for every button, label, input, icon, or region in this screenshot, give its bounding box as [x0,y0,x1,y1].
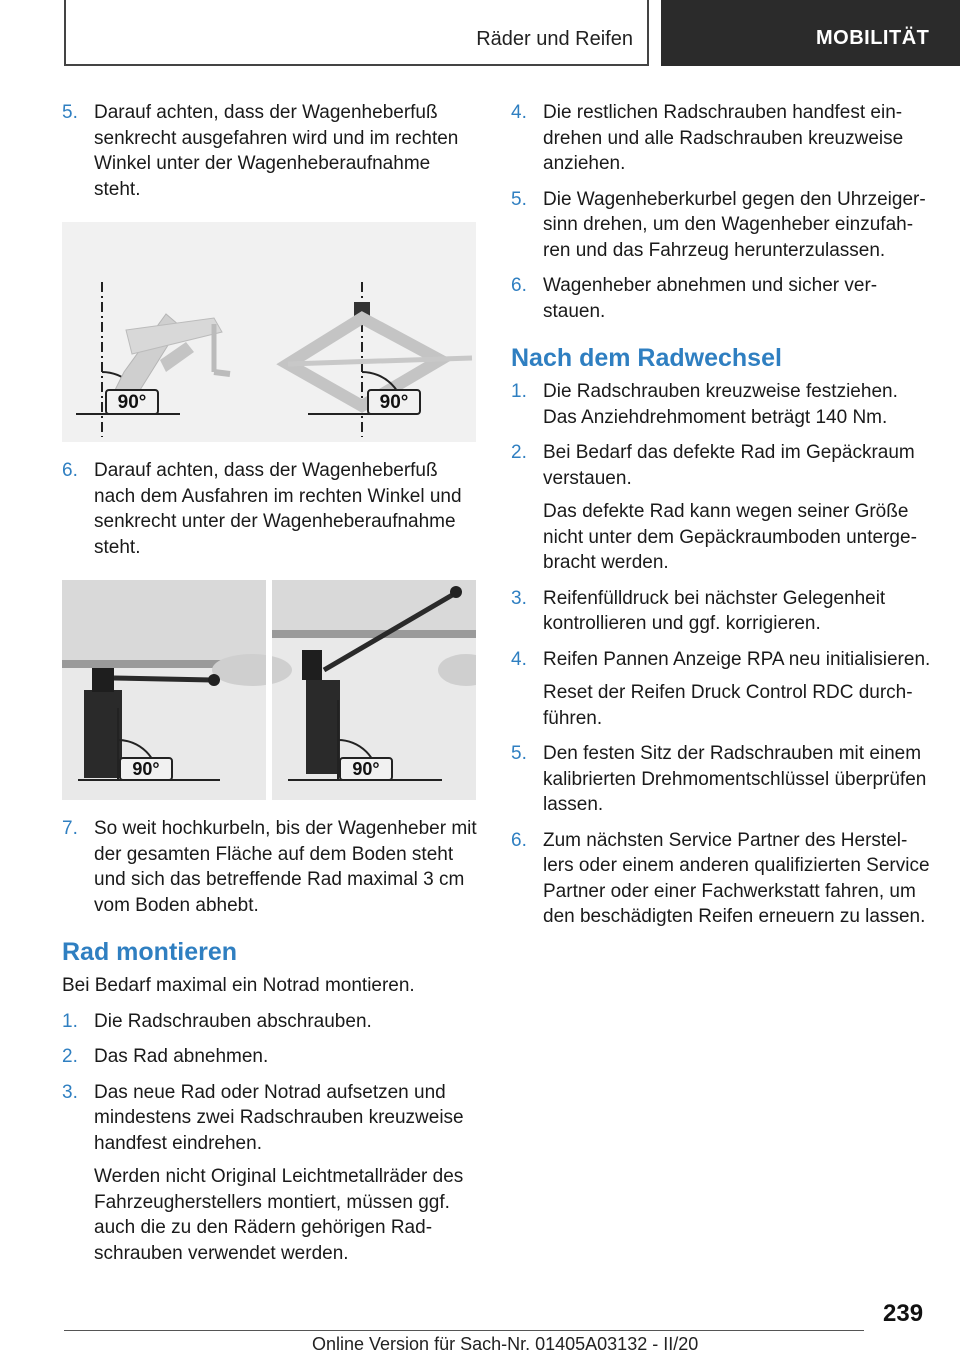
step-note: Das defekte Rad kann wegen seiner Größe nicht unter dem Gepäckraumboden untergebracht werden. [543,501,917,573]
step-number: 7. [62,818,78,839]
heading-rad-montieren: Rad montieren [62,938,238,966]
step-list-right-b [511,379,931,930]
step-list-left-c [62,816,480,918]
step-text: Zum nächsten Service Partner des Herstellers oder einem anderen qualifizierten Service Partner oder einer Fachwerkstatt fahren, um den beschädigten Reifen erneuern zu lassen. [543,829,930,927]
step-list-left-b [62,458,480,560]
step-text: Darauf achten, dass der Wagenheberfuß nach dem Ausfahren im rechten Winkel und senkrecht unter der Wagenheberaufnahme steht. [94,460,462,558]
angle-label-right: 90° [379,392,409,413]
page-header [0,0,960,66]
step-item [511,187,931,264]
step-list-left-a [62,100,480,202]
step-number: 3. [62,1081,78,1103]
step-number: 2. [62,1046,78,1067]
step-text: Reifen Pannen Anzeige RPA neu initialisieren. [543,648,931,670]
step-text: Die restlichen Radschrauben handfest eindrehen und alle Radschrauben kreuzweise anziehen. [543,102,904,174]
right-column [511,100,931,940]
step-item [511,379,931,430]
step-number: 4. [511,648,527,670]
heading-nach-dem-radwechsel: Nach dem Radwechsel [511,344,782,372]
step-text: Reifenfülldruck bei nächster Gelegenheit kontrollieren und ggf. korrigieren. [543,587,886,634]
step-note: Werden nicht Original Leichtmetallräder des Fahrzeugherstellers montiert, müssen ggf. auch die zu den Rädern gehörigen Radschrauben verwendet werden. [94,1166,464,1264]
step-number: 6. [62,460,78,481]
step-text: Das neue Rad oder Notrad aufsetzen und mindestens zwei Radschrauben kreuzweise handfest eindrehen. [94,1081,464,1154]
step-number: 5. [511,743,527,764]
step-text: Darauf achten, dass der Wagenheberfuß senkrecht ausgefahren wird und im rechten Winkel unter der Wagenheberaufnahme steht. [94,102,459,200]
step-number: 6. [511,829,527,851]
step-item [62,458,480,560]
step-text: Die Wagenheberkurbel gegen den Uhrzeigersinn drehen, um den Wagenheber einzufahren und das Fahrzeug herunterzulassen. [543,188,926,261]
step-text: Wagenheber abnehmen und sicher verstauen. [543,275,878,322]
header-section-box [64,0,649,66]
step-item [62,100,480,202]
intro-paragraph: Bei Bedarf maximal ein Notrad montieren. [62,975,415,996]
step-text: Bei Bedarf das defekte Rad im Gepäckraum verstauen. [543,442,915,489]
photo-angle-label-right: 90° [352,759,380,779]
footer-version-text: Online Version für Sach-Nr. 01405A03132 - II/20 [312,1334,699,1354]
jack-placement-photo [62,580,476,800]
step-item [62,1080,480,1267]
step-item [511,440,931,576]
footer-divider [64,1330,864,1331]
step-note: Reset der Reifen Druck Control RDC durchführen. [543,682,913,729]
step-list-left-d [62,1009,480,1267]
step-item [511,828,931,930]
step-text: So weit hochkurbeln, bis der Wagenheber mit der gesamten Fläche auf dem Boden steht und sich das betreffende Rad maximal 3 cm vom Boden abhebt. [94,818,477,916]
step-item [62,816,480,918]
section-title: Räder und Reifen [476,28,633,50]
step-text: Den festen Sitz der Radschrauben mit einem kalibrierten Drehmomentschlüssel überprüfen lassen. [543,743,927,815]
step-number: 2. [511,442,527,463]
page-number: 239 [883,1300,924,1327]
left-column [62,100,480,1276]
step-number: 5. [511,188,527,210]
step-text: Das Rad abnehmen. [94,1046,269,1067]
step-text: Die Radschrauben kreuzweise festziehen. Das Anziehdrehmoment beträgt 140 Nm. [543,381,898,428]
chapter-title: MOBILITÄT [816,27,930,49]
step-number: 3. [511,587,527,609]
photo-angle-label-left: 90° [132,759,160,779]
step-text: Die Radschrauben abschrauben. [94,1010,372,1032]
chapter-tab [661,0,960,66]
step-item [511,741,931,818]
step-item [511,273,931,324]
step-number: 1. [62,1010,78,1032]
jack-alignment-illustration [62,222,476,442]
step-item [62,1044,480,1070]
step-number: 5. [62,102,78,123]
step-item [62,1009,480,1035]
step-item [511,586,931,637]
jack-placement-illustration [62,580,476,800]
step-item [511,100,931,177]
step-number: 4. [511,102,527,123]
step-list-right-a [511,100,931,324]
angle-label-left: 90° [117,392,147,413]
jack-alignment-figure [62,222,476,442]
step-number: 1. [511,381,527,402]
step-item [511,647,931,732]
step-number: 6. [511,275,527,296]
